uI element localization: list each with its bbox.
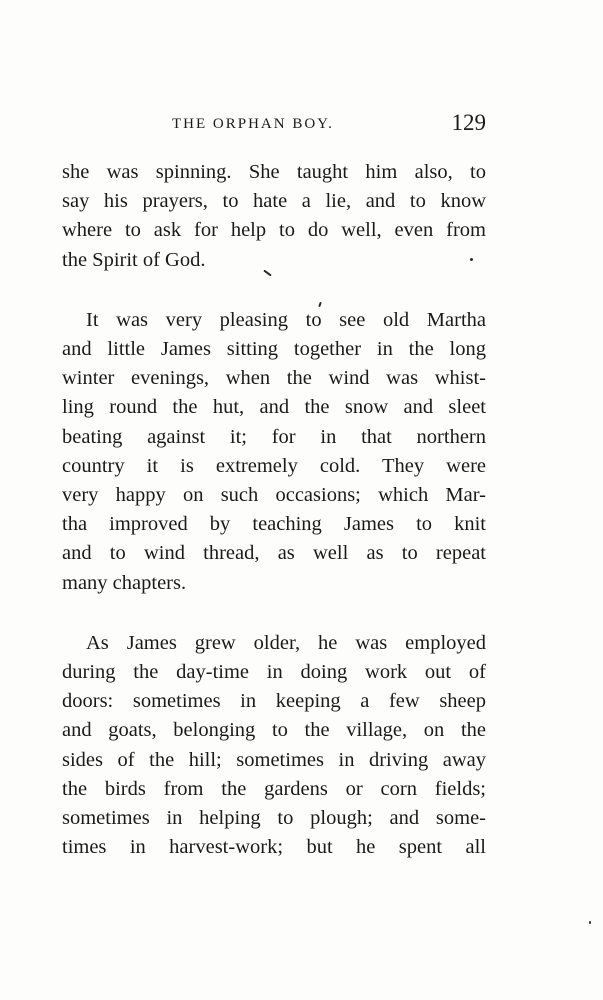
text-line: the birds from the gardens or corn fields; xyxy=(62,777,486,800)
text-line: ling round the hut, and the snow and sleet xyxy=(62,396,486,419)
text-line: It was very pleasing to see old Martha xyxy=(86,308,486,331)
text-line: country it is extremely cold. They were xyxy=(62,454,486,477)
text-line: doors: sometimes in keeping a few sheep xyxy=(62,690,486,713)
paragraph-3 xyxy=(62,629,486,863)
paragraph-2 xyxy=(62,306,486,598)
text-line: beating against it; for in that northern xyxy=(62,425,486,448)
page-number: 129 xyxy=(451,110,486,135)
text-line: winter evenings, when the wind was whist- xyxy=(62,367,486,390)
text-line: and to wind thread, as well as to repeat xyxy=(62,542,486,565)
text-line: times in harvest-work; but he spent all xyxy=(62,836,486,859)
text-line: many chapters. xyxy=(62,571,187,594)
scan-speck xyxy=(589,921,591,924)
text-line: and goats, belonging to the village, on the xyxy=(62,719,486,742)
running-head xyxy=(62,110,486,140)
scan-speck xyxy=(470,258,473,261)
text-line: and little James sitting together in the long xyxy=(62,338,486,361)
paragraph-1 xyxy=(62,158,486,275)
text-line: sides of the hill; sometimes in driving away xyxy=(62,748,486,771)
text-line: tha improved by teaching James to knit xyxy=(62,513,486,536)
running-title: THE ORPHAN BOY. xyxy=(172,116,334,132)
text-line: during the day-time in doing work out of xyxy=(62,661,486,684)
text-line: very happy on such occasions; which Mar- xyxy=(62,484,486,507)
text-line: say his prayers, to hate a lie, and to know xyxy=(62,190,486,213)
text-line: As James grew older, he was employed xyxy=(86,631,486,654)
text-line: she was spinning. She taught him also, to xyxy=(62,161,486,183)
text-line: the Spirit of God. xyxy=(62,248,206,271)
text-line: where to ask for help to do well, even from xyxy=(62,219,486,242)
body-text xyxy=(62,158,486,862)
text-line: sometimes in helping to plough; and some- xyxy=(62,807,486,830)
